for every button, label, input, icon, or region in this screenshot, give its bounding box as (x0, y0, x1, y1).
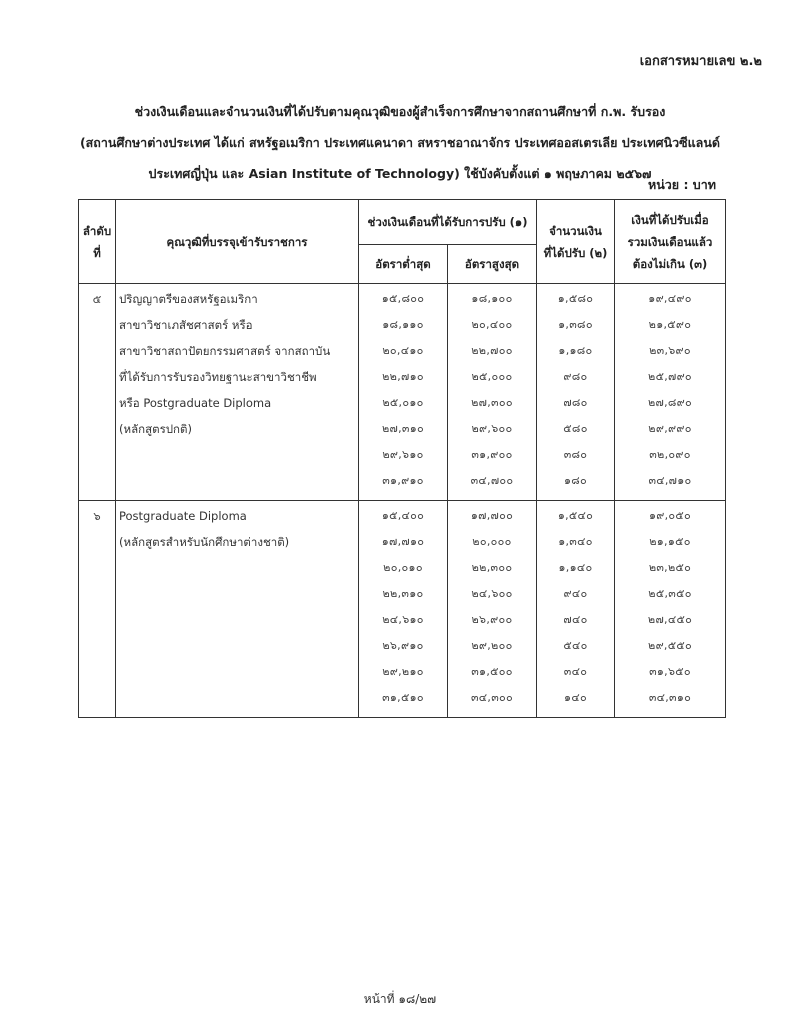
adjust-value: ๗๔๐ (563, 613, 588, 626)
min-value: ๒๗,๓๑๐ (381, 422, 425, 435)
min-value: ๒๒,๓๑๐ (382, 587, 424, 600)
cap-value: ๒๑,๑๕๐ (649, 535, 691, 548)
max-value: ๒๖,๙๐๐ (471, 613, 513, 626)
min-value: ๒๐,๐๑๐ (383, 561, 423, 574)
max-value: ๒๙,๖๐๐ (471, 422, 513, 435)
adjust-value: ๑,๕๘๐ (557, 292, 594, 305)
title-line-3: ประเทศญี่ปุ่น และ Asian Institute of Technology) ใช้บังคับตั้งแต่ ๑ พฤษภาคม ๒๕๖๗ (148, 166, 652, 181)
seq-cell (79, 284, 116, 501)
min-value: ๒๙,๒๑๐ (382, 665, 424, 678)
header-adjust-line-2: ที่ได้ปรับ (๒) (543, 245, 608, 260)
header-seq-line-1: ลำดับ (82, 223, 112, 238)
cap-value: ๑๙,๐๕๐ (648, 509, 692, 522)
cap-value: ๑๙,๔๙๐ (648, 292, 692, 305)
header-min-rate: อัตราต่ำสุด (359, 245, 448, 284)
cap-value: ๓๑,๖๕๐ (649, 665, 691, 678)
cap-value: ๒๙,๕๕๐ (648, 639, 692, 652)
description-line: สาขาวิชาสถาปัตยกรรมศาสตร์ จากสถาบัน (119, 344, 331, 358)
cap-value: ๒๕,๗๙๐ (648, 370, 692, 383)
cap-value: ๓๔,๗๑๐ (648, 474, 692, 487)
description-line: สาขาวิชาเภสัชศาสตร์ หรือ (119, 318, 253, 332)
seq-value: ๕ (92, 292, 102, 306)
min-value: ๒๔,๖๑๐ (382, 613, 424, 626)
max-value: ๓๔,๗๐๐ (470, 474, 514, 487)
min-value: ๒๙,๖๑๐ (382, 448, 424, 461)
table-row-group-5 (79, 284, 726, 501)
header-salary-range: ช่วงเงินเดือนที่ได้รับการปรับ (๑) (359, 200, 537, 245)
max-value: ๓๔,๓๐๐ (470, 691, 514, 704)
adjust-value: ๕๘๐ (563, 422, 588, 435)
max-rate-cell (448, 501, 537, 718)
description-line: หรือ Postgraduate Diploma (119, 396, 272, 410)
description-line: (หลักสูตรปกติ) (119, 422, 192, 436)
header-total-cap (615, 200, 726, 284)
adjust-amount-cell (537, 284, 615, 501)
min-rate-cell (359, 284, 448, 501)
adjust-value: ๑๔๐ (564, 691, 587, 704)
cap-value: ๓๒,๐๙๐ (649, 448, 691, 461)
min-value: ๒๐,๔๑๐ (382, 344, 424, 357)
min-value: ๓๑,๕๑๐ (382, 691, 424, 704)
min-value: ๒๖,๙๑๐ (382, 639, 424, 652)
adjust-value: ๑,๑๔๐ (558, 561, 593, 574)
adjust-value: ๑,๑๘๐ (558, 344, 593, 357)
header-cap-line-3: ต้องไม่เกิน (๓) (632, 256, 708, 271)
total-cap-cell (615, 501, 726, 718)
max-value: ๓๑,๙๐๐ (471, 448, 513, 461)
max-value: ๒๒,๓๐๐ (471, 561, 513, 574)
min-value: ๒๒,๗๑๐ (382, 370, 424, 383)
salary-table (78, 199, 726, 718)
cap-value: ๒๑,๕๙๐ (648, 318, 692, 331)
header-seq-line-2: ที่ (93, 245, 101, 260)
total-cap-cell (615, 284, 726, 501)
seq-value: ๖ (93, 509, 101, 523)
adjust-value: ๗๘๐ (563, 396, 588, 409)
document-number: เอกสารหมายเลข ๒.๒ (639, 54, 762, 69)
qualification-cell (116, 284, 359, 501)
cap-value: ๒๓,๒๕๐ (648, 561, 692, 574)
adjust-value: ๑,๕๔๐ (557, 509, 594, 522)
header-seq (79, 200, 116, 284)
adjust-value: ๕๔๐ (563, 639, 588, 652)
cap-value: ๓๔,๓๑๐ (648, 691, 692, 704)
description-line: (หลักสูตรสำหรับนักศึกษาต่างชาติ) (119, 535, 290, 549)
description-line: ปริญญาตรีของสหรัฐอเมริกา (119, 292, 258, 306)
min-rate-cell (359, 501, 448, 718)
description-line: ที่ได้รับการรับรองวิทยฐานะสาขาวิชาชีพ (119, 370, 317, 384)
min-value: ๒๕,๐๑๐ (382, 396, 424, 409)
header-qualification: คุณวุฒิที่บรรจุเข้ารับราชการ (116, 200, 359, 284)
max-value: ๒๔,๖๐๐ (471, 587, 513, 600)
unit-label: หน่วย : บาท (647, 177, 716, 192)
header-cap-line-1: เงินที่ได้ปรับเมื่อ (631, 212, 709, 227)
max-value: ๑๗,๗๐๐ (470, 509, 514, 522)
max-value: ๒๕,๐๐๐ (471, 370, 513, 383)
max-value: ๒๗,๓๐๐ (471, 396, 513, 409)
header-cap-line-2: รวมเงินเดือนแล้ว (627, 234, 713, 249)
min-value: ๑๗,๗๑๐ (381, 535, 425, 548)
header-adjust-amount (537, 200, 615, 284)
min-value: ๑๕,๘๐๐ (381, 292, 425, 305)
title-line-2: (สถานศึกษาต่างประเทศ ได้แก่ สหรัฐอเมริกา ประเทศแคนาดา สหราชอาณาจักร ประเทศออสเตรเลีย ประเทศนิวซีแลนด์ (79, 135, 721, 150)
max-rate-cell (448, 284, 537, 501)
max-value: ๒๒,๗๐๐ (471, 344, 513, 357)
adjust-value: ๓๘๐ (563, 448, 588, 461)
min-value: ๑๘,๑๑๐ (382, 318, 424, 331)
adjust-value: ๑๘๐ (563, 474, 588, 487)
seq-cell (79, 501, 116, 718)
max-value: ๒๐,๐๐๐ (472, 535, 512, 548)
page-number: หน้าที่ ๑๘/๒๗ (363, 992, 437, 1006)
min-value: ๑๕,๔๐๐ (381, 509, 425, 522)
cap-value: ๒๗,๘๙๐ (647, 396, 693, 409)
adjust-value: ๑,๓๔๐ (558, 535, 593, 548)
max-value: ๑๘,๑๐๐ (471, 292, 513, 305)
max-value: ๒๐,๔๐๐ (471, 318, 513, 331)
max-value: ๓๑,๕๐๐ (471, 665, 513, 678)
adjust-value: ๑,๓๘๐ (558, 318, 593, 331)
description-line: Postgraduate Diploma (119, 509, 247, 523)
header-adjust-line-1: จำนวนเงิน (549, 223, 602, 238)
title-line-1: ช่วงเงินเดือนและจำนวนเงินที่ได้ปรับตามคุณวุฒิของผู้สำเร็จการศึกษาจากสถานศึกษาที่ ก.พ. รับรอง (134, 104, 666, 119)
cap-value: ๒๗,๔๕๐ (647, 613, 693, 626)
max-value: ๒๙,๒๐๐ (471, 639, 513, 652)
cap-value: ๒๕,๓๕๐ (648, 587, 692, 600)
header-max-rate: อัตราสูงสุด (448, 245, 537, 284)
adjust-value: ๓๔๐ (563, 665, 588, 678)
min-value: ๓๑,๙๑๐ (382, 474, 424, 487)
adjust-value: ๙๘๐ (563, 370, 588, 383)
qualification-cell (116, 501, 359, 718)
adjust-value: ๙๔๐ (563, 587, 588, 600)
table-row-group-6 (79, 501, 726, 718)
cap-value: ๒๓,๖๙๐ (649, 344, 691, 357)
cap-value: ๒๙,๙๙๐ (648, 422, 692, 435)
adjust-amount-cell (537, 501, 615, 718)
